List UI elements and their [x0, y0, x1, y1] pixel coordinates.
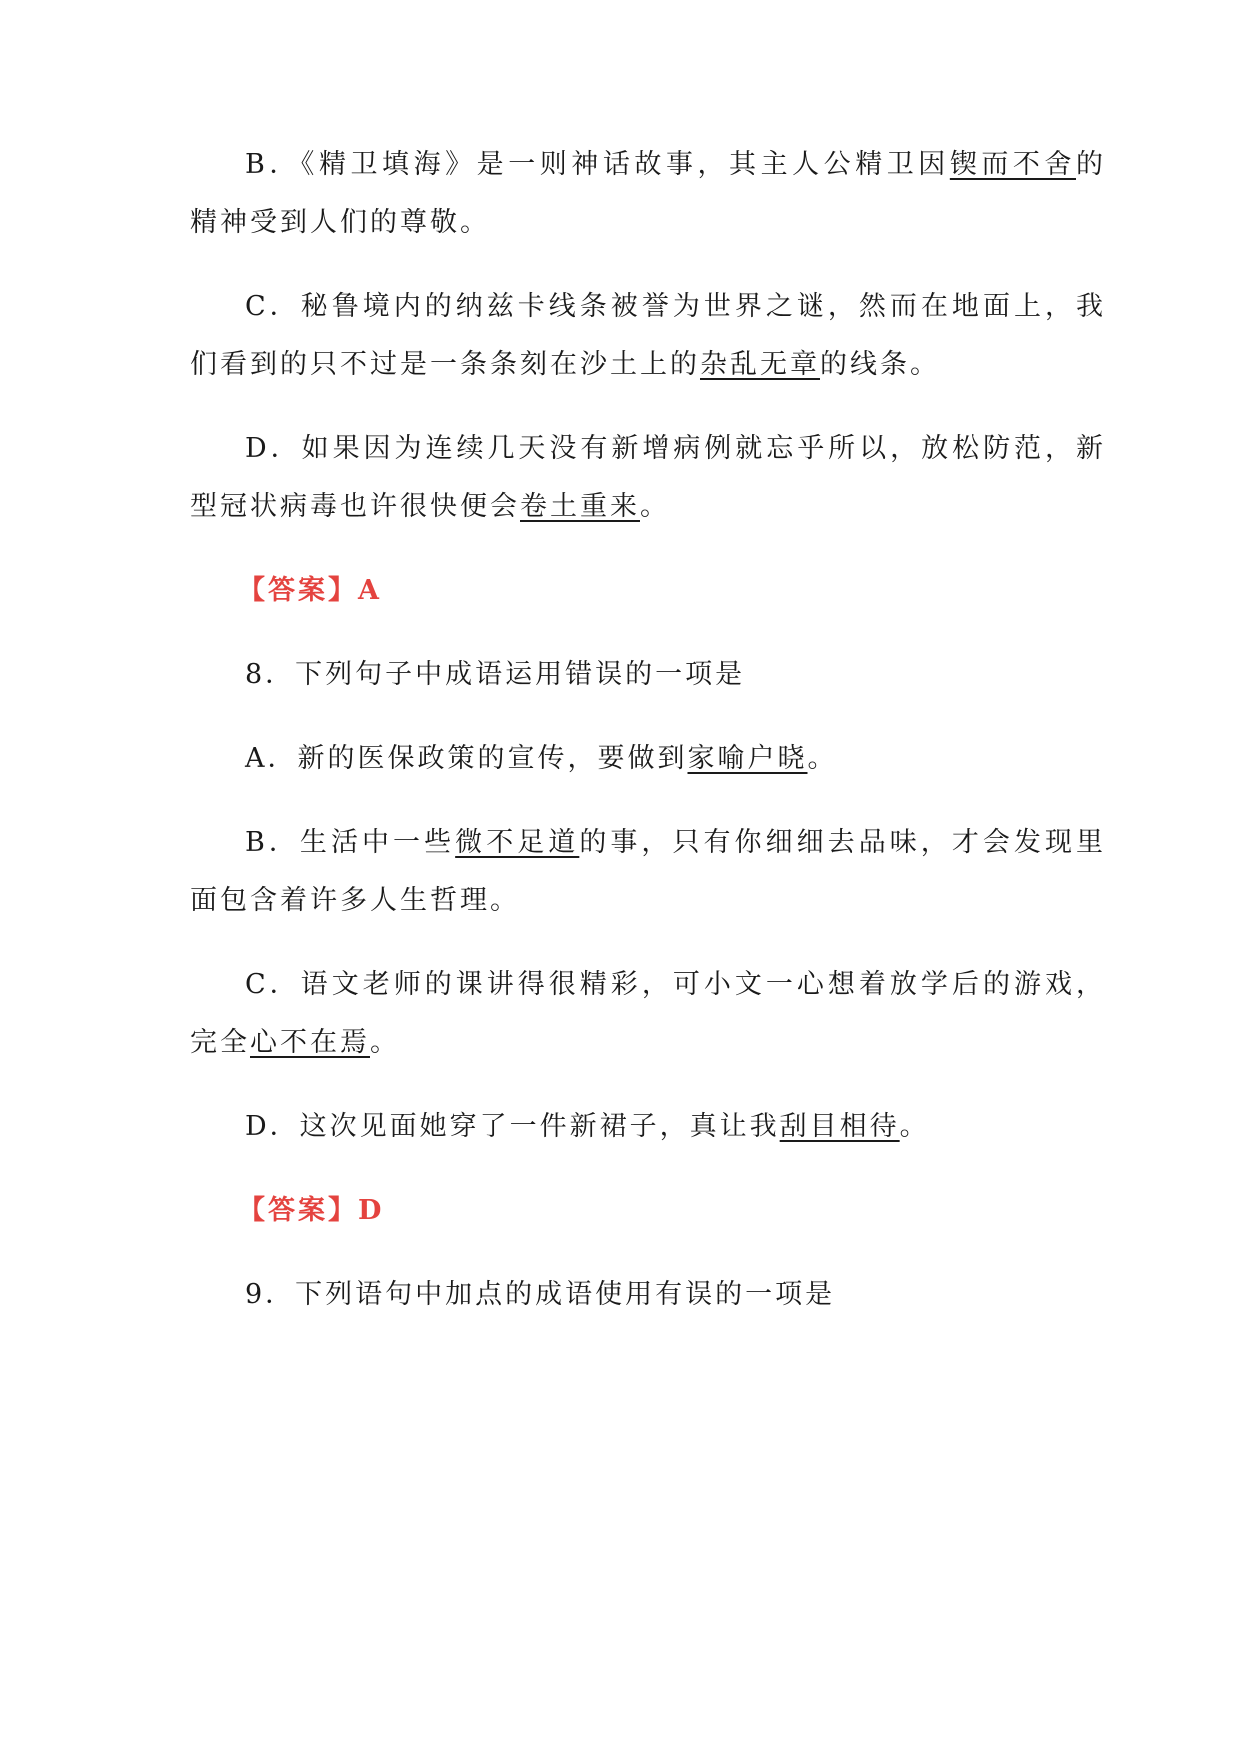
q7-option-b-line1: [245, 148, 1106, 182]
underlined-idiom: 卷土重来: [520, 491, 640, 522]
text: 。: [807, 743, 838, 774]
text: D．这次见面她穿了一件新裙子，真让我: [245, 1111, 780, 1142]
underlined-idiom: 心不在焉: [250, 1027, 370, 1058]
q8-option-c-line2: [190, 1026, 400, 1060]
text: 们看到的只不过是一条条刻在沙土上的: [190, 349, 700, 380]
q8-option-b-line2: 面包含着许多人生哲理。: [190, 885, 520, 916]
underlined-idiom: 杂乱无章: [700, 349, 820, 380]
answer-value: D: [358, 1195, 385, 1226]
q7-option-b-line2: 精神受到人们的尊敬。: [190, 207, 490, 238]
underlined-idiom: 微不足道: [455, 827, 580, 858]
q8-option-c-line1: C．语文老师的课讲得很精彩，可小文一心想着放学后的游戏，: [245, 969, 1106, 1000]
text: B．生活中一些: [245, 827, 456, 858]
text: 。: [640, 491, 670, 522]
text: A．新的医保政策的宣传，要做到: [245, 743, 688, 774]
q8-answer: [238, 1194, 384, 1228]
text: 。: [370, 1027, 400, 1058]
answer-label: 【答案】: [238, 1195, 358, 1226]
text: 的事，只有你细细去品味，才会发现里: [579, 827, 1107, 858]
text: 完全: [190, 1027, 250, 1058]
text: 型冠状病毒也许很快便会: [190, 491, 520, 522]
q9-stem: 9．下列语句中加点的成语使用有误的一项是: [245, 1279, 836, 1310]
q8-stem: 8．下列句子中成语运用错误的一项是: [245, 659, 746, 690]
q8-option-b-line1: [245, 826, 1106, 860]
answer-value: A: [358, 575, 382, 606]
q7-option-c-line1: C．秘鲁境内的纳兹卡线条被誉为世界之谜，然而在地面上，我: [245, 291, 1106, 322]
text: B．《精卫填海》是一则神话故事，其主人公精卫因: [245, 149, 950, 180]
q8-option-d: [245, 1110, 930, 1144]
underlined-idiom: 锲而不舍: [949, 149, 1076, 180]
q7-option-d-line1: D．如果因为连续几天没有新增病例就忘乎所以，放松防范，新: [245, 433, 1106, 464]
underlined-idiom: 家喻户晓: [687, 743, 808, 774]
q7-option-c-line2: [190, 348, 940, 382]
underlined-idiom: 刮目相待: [779, 1111, 900, 1142]
q8-option-a: [245, 742, 838, 776]
q7-answer: [238, 574, 382, 608]
q7-option-d-line2: [190, 490, 670, 524]
answer-label: 【答案】: [238, 575, 358, 606]
text: 的线条。: [820, 349, 940, 380]
text: 的: [1076, 149, 1106, 180]
text: 。: [899, 1111, 930, 1142]
